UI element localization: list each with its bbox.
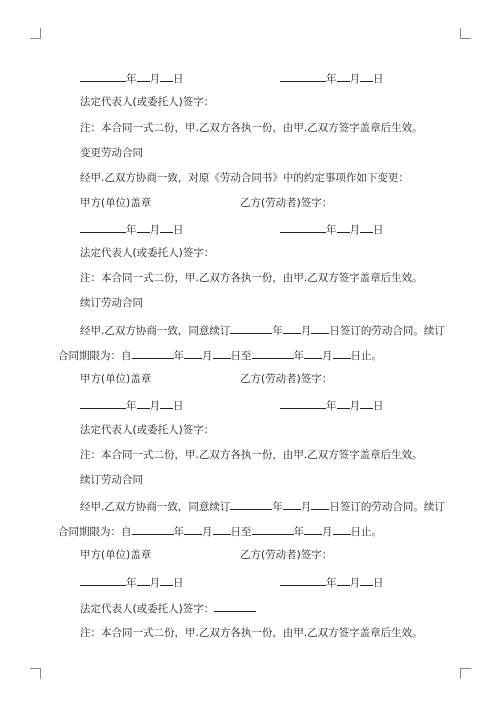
legal-rep-signature: 法定代表人(或委托人)签字： — [80, 600, 256, 616]
change-body: 经甲.乙双方协商一致，对原《劳动合同书》中的约定事项作如下变更： — [80, 172, 409, 184]
party-b-signature: 乙方(劳动者)签字： — [240, 373, 333, 385]
date-line-left: 年 月 日 — [80, 574, 184, 590]
crop-mark-bottom-right — [460, 668, 471, 679]
crop-mark-top-left — [30, 28, 41, 39]
date-line-right: 年 月 日 — [280, 574, 384, 590]
date-line-left: 年 月 日 — [80, 70, 184, 86]
note-text: 注：本合同一式二份，甲.乙双方各执一份，由甲.乙双方签字盖章后生效。 — [80, 122, 423, 134]
crop-mark-bottom-left — [30, 668, 41, 679]
section-title-renew: 续订劳动合同 — [80, 474, 143, 486]
note-text: 注：本合同一式二份，甲.乙双方各执一份，由甲.乙双方签字盖章后生效。 — [80, 627, 423, 639]
date-line-left: 年 月 日 — [80, 221, 184, 237]
party-b-signature: 乙方(劳动者)签字： — [240, 197, 333, 209]
blank-field — [80, 70, 126, 82]
legal-rep-signature: 法定代表人(或委托人)签字： — [80, 424, 215, 436]
party-a-seal: 甲方(单位)盖章 — [80, 549, 152, 561]
legal-rep-signature: 法定代表人(或委托人)签字： — [80, 96, 215, 108]
renew-body: 经甲.乙双方协商一致，同意续订 年 月 日签订的劳动合同。续订 — [80, 498, 445, 514]
date-line-right: 年 月 日 — [280, 397, 384, 413]
term-line: 合同期限为：自 年 月 日至 年 月 日止。 — [58, 523, 382, 539]
note-text: 注：本合同一式二份，甲.乙双方各执一份，由甲.乙双方签字盖章后生效。 — [80, 272, 423, 284]
section-title-change: 变更劳动合同 — [80, 147, 143, 159]
party-b-signature: 乙方(劳动者)签字： — [240, 549, 333, 561]
renew-body: 经甲.乙双方协商一致，同意续订 年 月 日签订的劳动合同。续订 — [80, 322, 445, 338]
term-line: 合同期限为：自 年 月 日至 年 月 日止。 — [58, 347, 382, 363]
note-text: 注：本合同一式二份，甲.乙双方各执一份，由甲.乙双方签字盖章后生效。 — [80, 449, 423, 461]
crop-mark-top-right — [460, 28, 471, 39]
legal-rep-signature: 法定代表人(或委托人)签字： — [80, 247, 215, 259]
date-line-left: 年 月 日 — [80, 397, 184, 413]
party-a-seal: 甲方(单位)盖章 — [80, 373, 152, 385]
section-title-renew: 续订劳动合同 — [80, 297, 143, 309]
party-a-seal: 甲方(单位)盖章 — [80, 197, 152, 209]
date-line-right: 年 月 日 — [280, 221, 384, 237]
date-line-right: 年 月 日 — [280, 70, 384, 86]
